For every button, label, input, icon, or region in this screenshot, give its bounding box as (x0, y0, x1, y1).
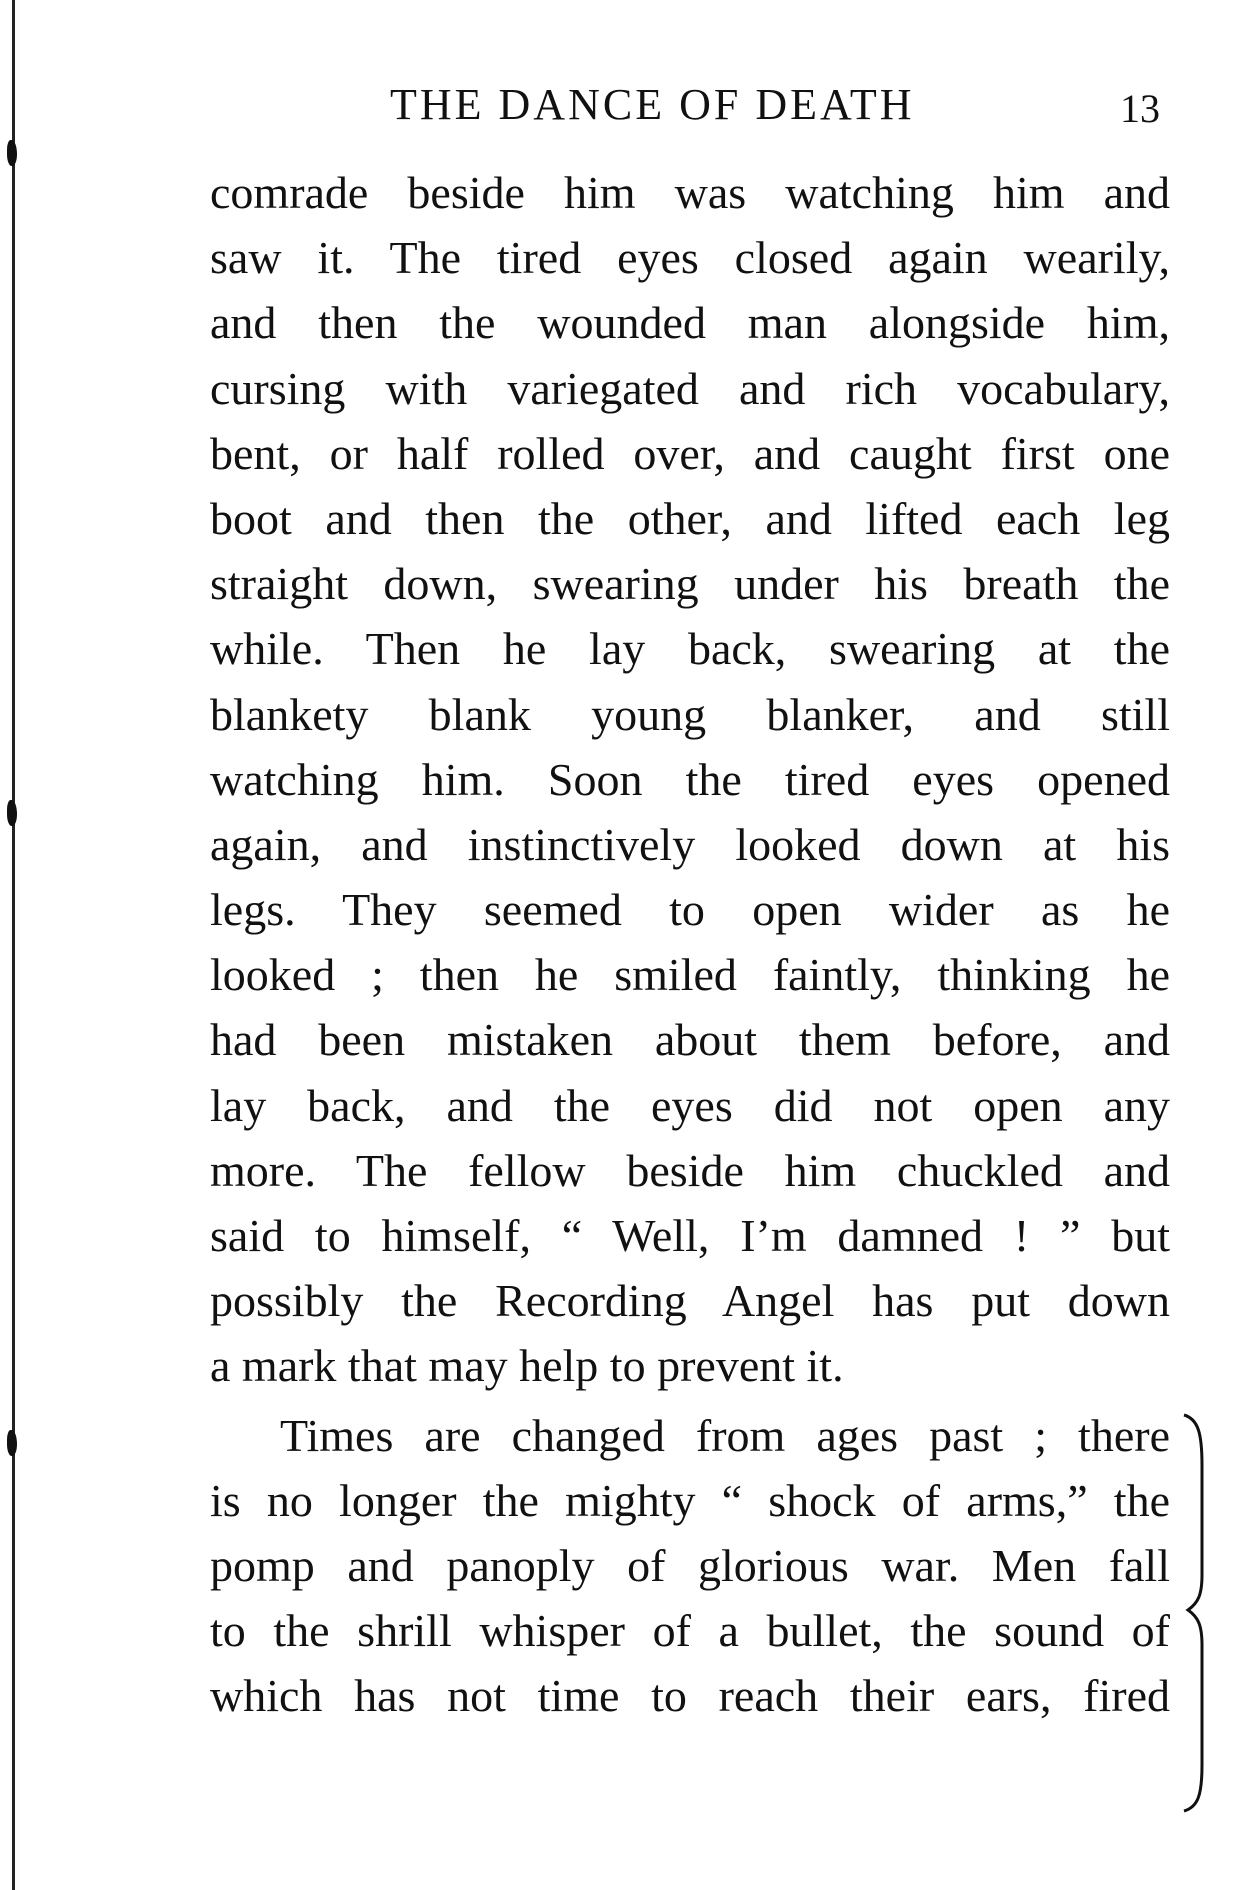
running-title: THE DANCE OF DEATH (390, 80, 915, 129)
text-line: possibly the Recording Angel has put down (210, 1275, 1170, 1327)
paragraph (210, 160, 1170, 1399)
text-line: cursing with variegated and rich vocabulary, (210, 362, 1170, 414)
text-line: looked ; then he smiled faintly, thinking he (210, 949, 1170, 1001)
page-number: 13 (1120, 86, 1160, 131)
text-line: comrade beside him was watching him and (210, 167, 1170, 218)
page-header (390, 80, 1170, 130)
text-line: saw it. The tired eyes closed again wearily, (210, 232, 1170, 284)
text-line: to the shrill whisper of a bullet, the sound of (210, 1605, 1170, 1657)
text-line: straight down, swearing under his breath the (210, 558, 1170, 610)
text-line: had been mistaken about them before, and (210, 1014, 1170, 1066)
text-line: Times are changed from ages past ; there (280, 1409, 1170, 1461)
text-line: boot and then the other, and lifted each leg (210, 492, 1170, 544)
text-line: said to himself, “ Well, I’m damned ! ” but (210, 1210, 1170, 1261)
body-text (210, 160, 1170, 1729)
binding-mark (7, 140, 17, 166)
text-line: more. The fellow beside him chuckled and (210, 1144, 1170, 1196)
text-line: bent, or half rolled over, and caught first one (210, 427, 1170, 479)
margin-bracket (1180, 1405, 1210, 1815)
binding-edge (12, 0, 15, 1890)
text-line: while. Then he lay back, swearing at the (210, 623, 1170, 675)
text-line: is no longer the mighty “ shock of arms,” the (210, 1474, 1170, 1526)
text-line: watching him. Soon the tired eyes opened (210, 753, 1170, 805)
text-line: a mark that may help to prevent it. (210, 1340, 844, 1392)
text-line: which has not time to reach their ears, fired (210, 1670, 1170, 1722)
text-line: again, and instinctively looked down at his (210, 818, 1170, 870)
text-line: legs. They seemed to open wider as he (210, 884, 1170, 936)
binding-mark (7, 800, 17, 826)
text-line: blankety blank young blanker, and still (210, 688, 1170, 740)
text-line: and then the wounded man alongside him, (210, 297, 1170, 349)
text-line: lay back, and the eyes did not open any (210, 1079, 1170, 1131)
paragraph (210, 1403, 1170, 1729)
text-line: pomp and panoply of glorious war. Men fall (210, 1539, 1170, 1591)
binding-mark (7, 1430, 17, 1456)
